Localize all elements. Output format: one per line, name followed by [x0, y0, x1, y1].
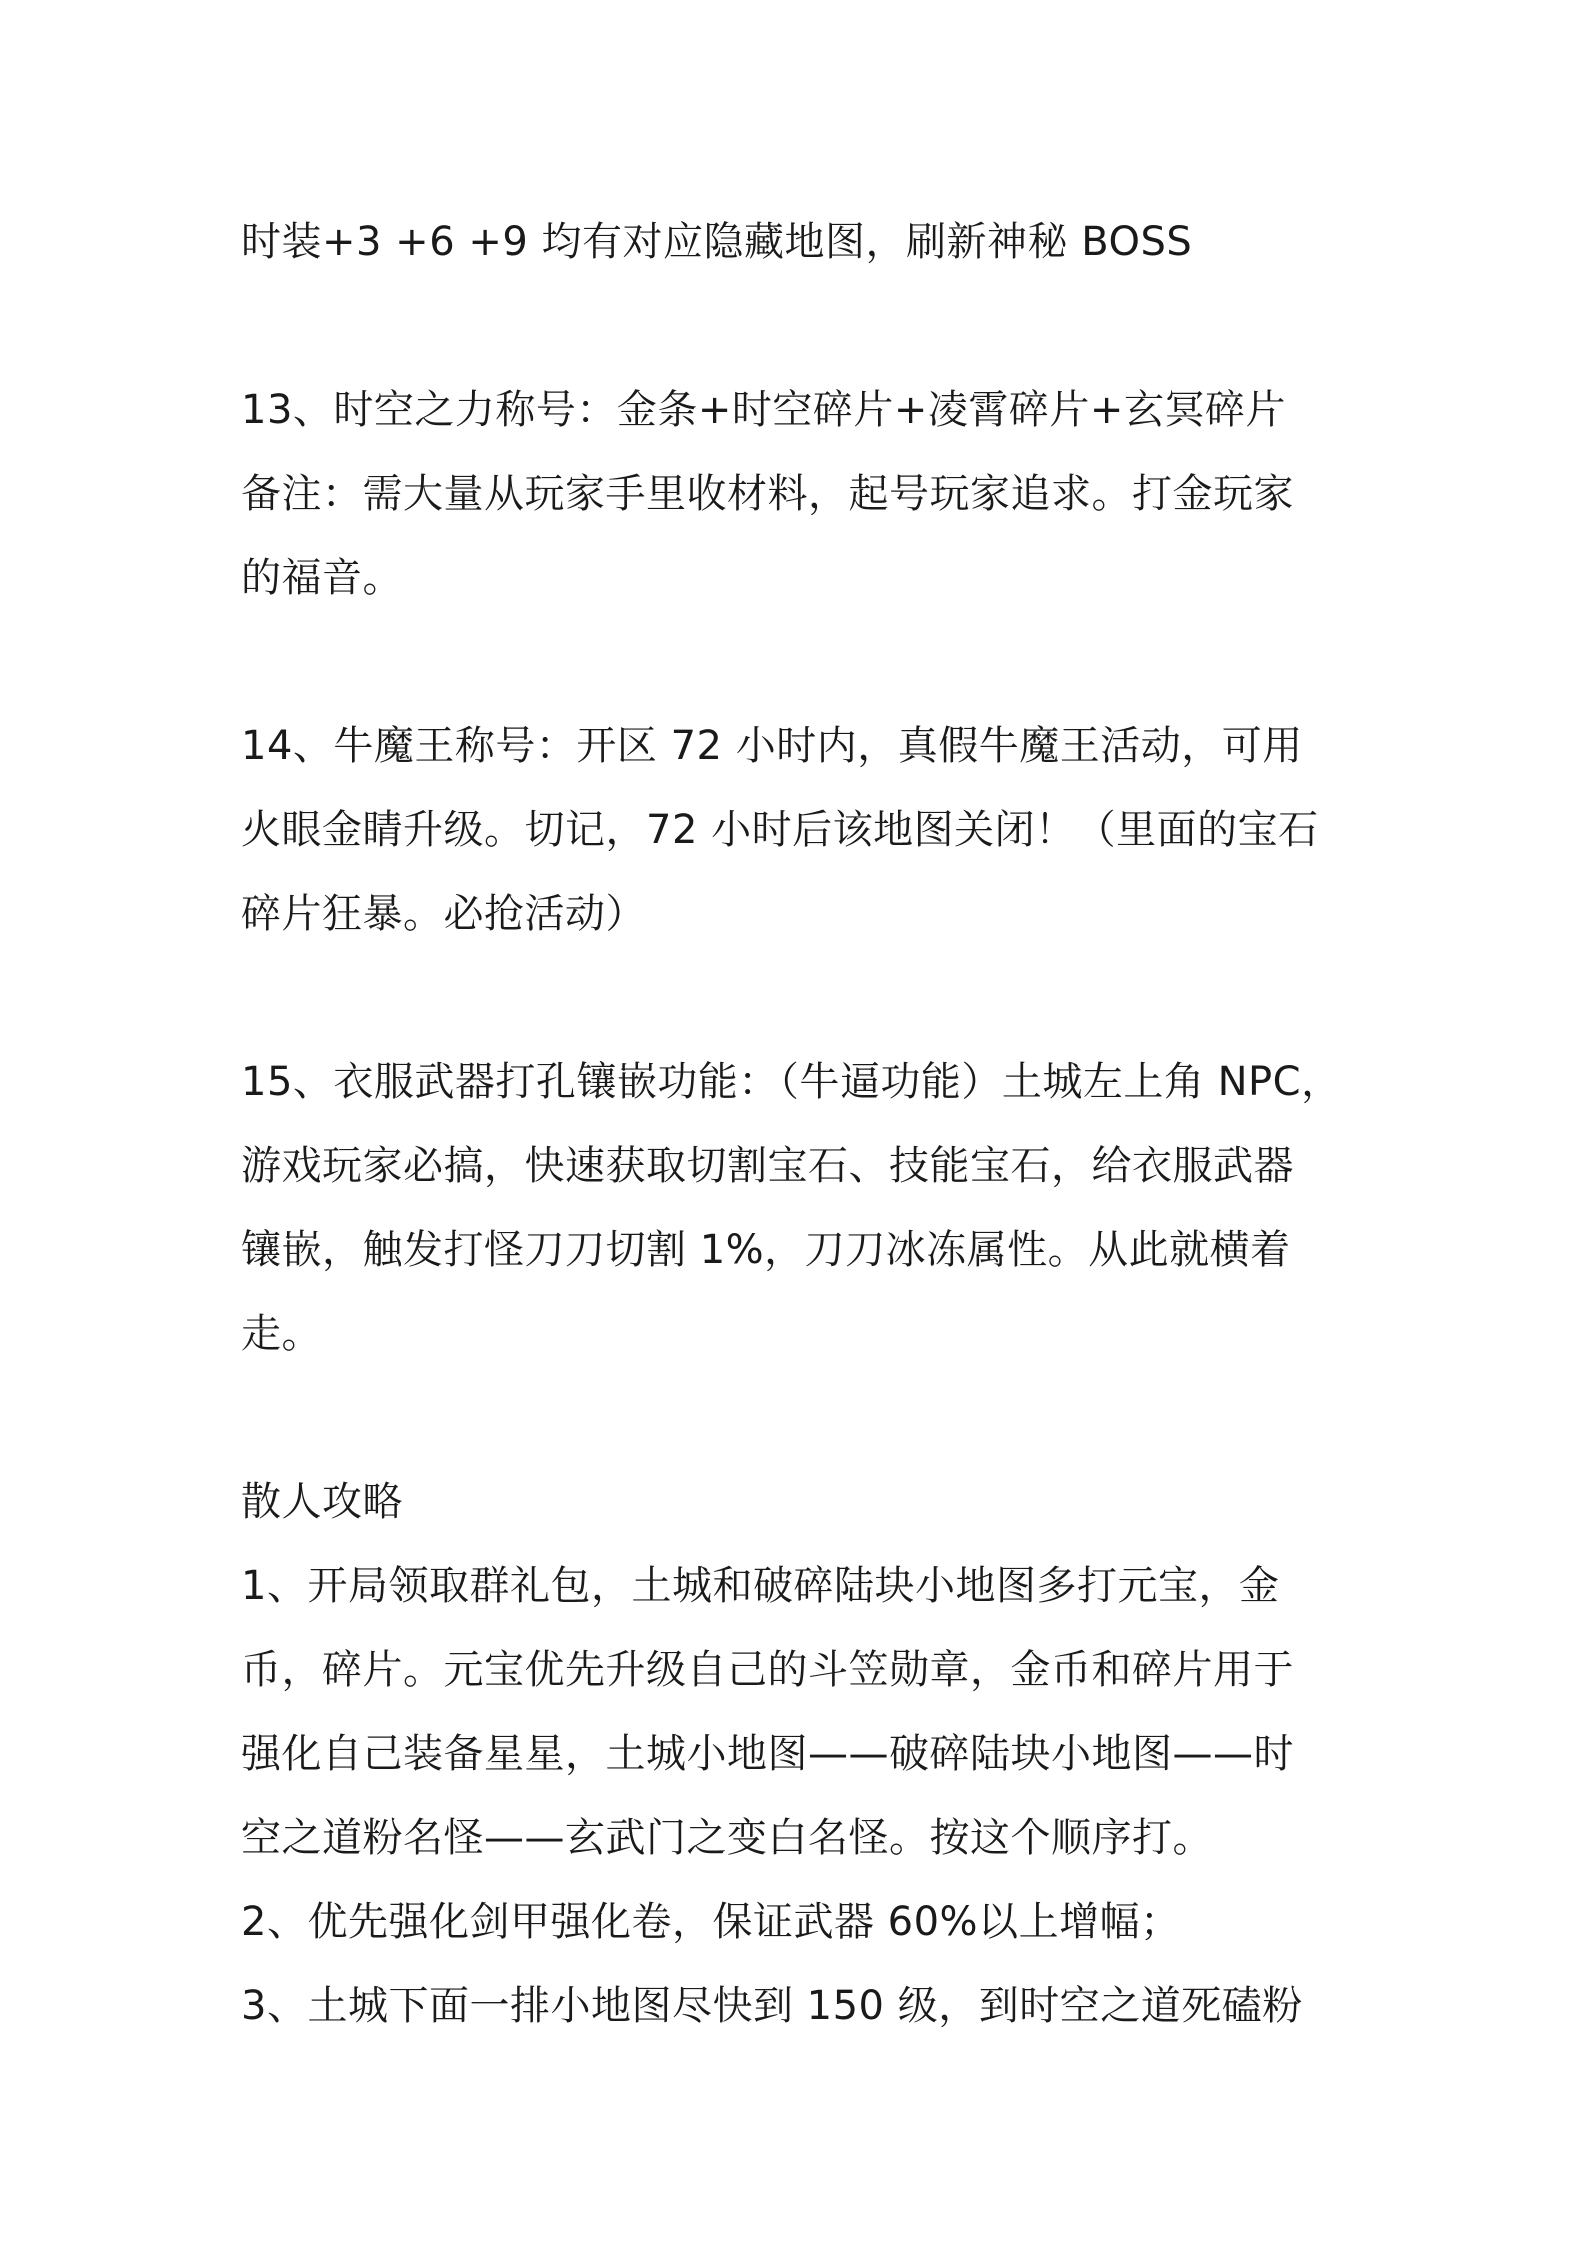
paragraph-gap: [241, 956, 1361, 1040]
guide-step1-line-2: 币，碎片。元宝优先升级自己的斗笠勋章，金币和碎片用于: [241, 1647, 1294, 1693]
guide-step1-line-1: 1、开局领取群礼包，土城和破碎陆块小地图多打元宝，金: [241, 1563, 1280, 1609]
item14-line-2: 火眼金睛升级。切记，72 小时后该地图关闭！（里面的宝石: [241, 807, 1319, 853]
item15-line-1: 15、衣服武器打孔镶嵌功能：（牛逼功能）土城左上角 NPC，: [241, 1059, 1342, 1105]
item14-line-3: 碎片狂暴。必抢活动）: [241, 891, 646, 937]
item13-line-2: 备注：需大量从玩家手里收材料，起号玩家追求。打金玩家: [241, 471, 1294, 517]
guide-step2-line-1: 2、优先强化剑甲强化卷，保证武器 60%以上增幅；: [241, 1899, 1181, 1945]
paragraph-gap: [241, 620, 1361, 704]
item13-line-1: 13、时空之力称号：金条+时空碎片+凌霄碎片+玄冥碎片: [241, 387, 1286, 433]
item15-line-2: 游戏玩家必搞，快速获取切割宝石、技能宝石，给衣服武器: [241, 1143, 1294, 1189]
guide-step1-line-3: 强化自己装备星星，土城小地图——破碎陆块小地图——时: [241, 1731, 1294, 1777]
item13-line-3: 的福音。: [241, 555, 403, 601]
item15-line-3: 镶嵌，触发打怪刀刀切割 1%，刀刀冰冻属性。从此就横着: [241, 1227, 1291, 1273]
intro-line: 时装+3 +6 +9 均有对应隐藏地图，刷新神秘 BOSS: [241, 219, 1193, 265]
text-column: [241, 200, 1361, 2048]
item15-line-4: 走。: [241, 1311, 322, 1357]
guide-step1-line-4: 空之道粉名怪——玄武门之变白名怪。按这个顺序打。: [241, 1815, 1213, 1861]
item14-line-1: 14、牛魔王称号：开区 72 小时内，真假牛魔王活动，可用: [241, 723, 1303, 769]
paragraph-gap: [241, 1376, 1361, 1460]
guide-step3-line-1: 3、土城下面一排小地图尽快到 150 级，到时空之道死磕粉: [241, 1983, 1303, 2029]
guide-heading: 散人攻略: [241, 1479, 403, 1525]
paragraph-gap: [241, 284, 1361, 368]
